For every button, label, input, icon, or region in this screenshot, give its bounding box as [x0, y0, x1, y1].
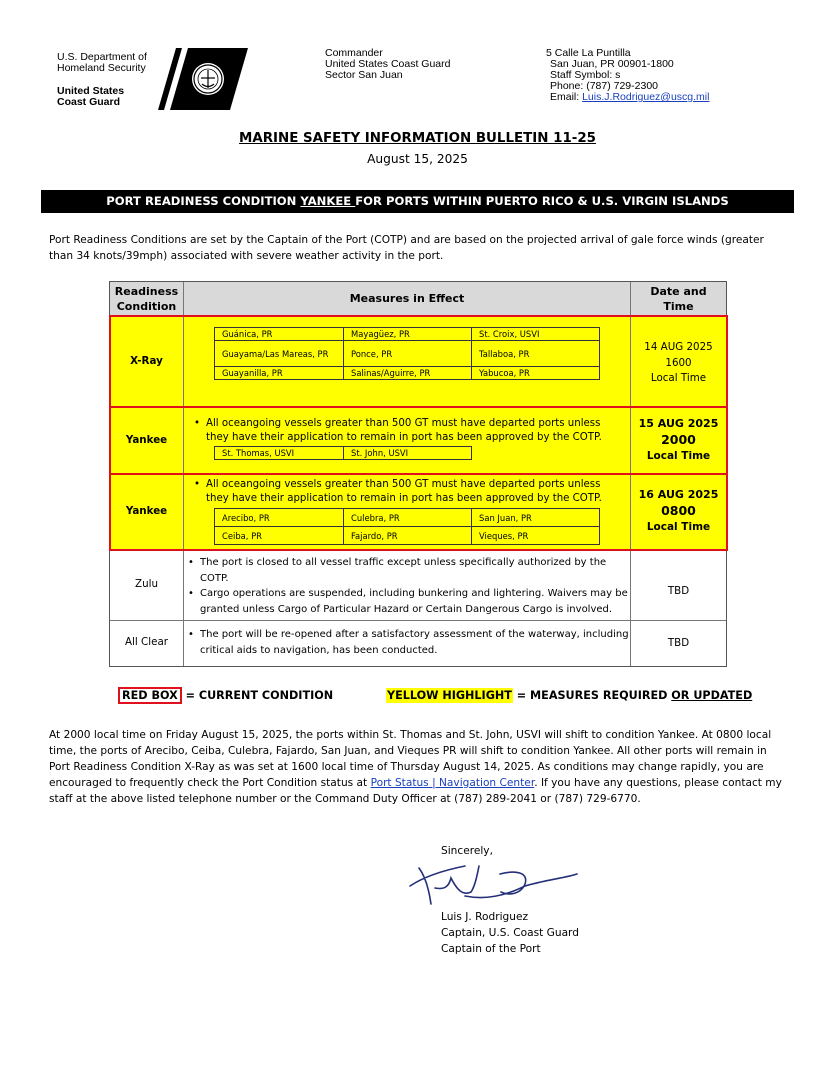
port-cell: Yabucoa, PR	[472, 367, 600, 380]
current-condition-box-yankee2	[109, 473, 728, 551]
yankee2-date-value: 16 AUG 2025	[638, 488, 719, 501]
email-label: Email:	[550, 91, 583, 103]
zulu-measures	[186, 555, 630, 617]
email-link[interactable]: Luis.J.Rodriguez@uscg.mil	[582, 91, 710, 103]
banner-post: FOR PORTS WITHIN PUERTO RICO & U.S. VIRGIN ISLANDS	[355, 194, 729, 208]
current-condition-box-yankee1	[109, 406, 728, 475]
address-line-2: San Juan, PR 00901-1800	[550, 58, 674, 70]
yankee1-tz: Local Time	[646, 450, 711, 462]
port-cell: Ceiba, PR	[215, 527, 344, 545]
bulletin-title: MARINE SAFETY INFORMATION BULLETIN 11-25	[239, 131, 596, 146]
coast-guard-emblem-icon	[158, 48, 248, 110]
address-line-1: 5 Calle La Puntilla	[546, 47, 631, 59]
xray-date-value: 14 AUG 2025	[644, 341, 713, 353]
legend-yellow-label: YELLOW HIGHLIGHT	[387, 689, 512, 702]
row-line-5	[110, 620, 726, 621]
port-status-link[interactable]: Port Status | Navigation Center	[370, 777, 535, 789]
zulu-measure-2: • Cargo operations are suspended, including bunkering and lightering. Waivers may be granted unless Cargo of Particular Hazard or Certain Dangerous Cargo is involved.	[186, 586, 630, 617]
header-date-1: Date and	[650, 285, 707, 298]
command-block	[325, 48, 450, 81]
intro-paragraph: Port Readiness Conditions are set by the Captain of the Port (COTP) and are based on the projected arrival of gale force winds (greater than 34 knots/39mph) associated with severe weather activity in the port.	[49, 234, 764, 262]
allclear-measures	[186, 627, 630, 658]
port-cell: Guayama/Las Mareas, PR	[215, 341, 344, 367]
xray-time-value: 1600	[665, 356, 692, 369]
allclear-measure: • The port will be re-opened after a satisfactory assessment of the waterway, including critical aids to navigation, has been conducted.	[186, 627, 630, 658]
yankee1-measure: • All oceangoing vessels greater than 500 GT must have departed ports unless they have their application to remain in port has been approved by the COTP.	[192, 417, 626, 445]
port-cell: Fajardo, PR	[344, 527, 472, 545]
legend-yellow	[386, 688, 752, 704]
paragraph-text-1: At 2000 local time on Friday August 15, 2025, the ports within St. Thomas and St. John, USVI will shift to condition Yankee. At 0800 local time, the ports of Arecibo, Ceiba, Culebra, Fajardo, San Juan, and Vieques PR will shift to condition Yankee. All other ports will remain in Port Readiness Condition X-Ray as was set at 1600 local time of Thursday August 14, 2025. As conditions may change rapidly, you are encouraged to frequently check the Port Condition status at	[49, 729, 772, 789]
condition-banner	[41, 190, 794, 213]
dept-name	[57, 52, 147, 74]
legend-red-label: RED BOX	[118, 687, 182, 704]
uscg-name	[57, 86, 124, 108]
address-block	[546, 48, 709, 103]
signatory-title-1: Captain, U.S. Coast Guard	[441, 927, 579, 939]
yankee2-tz: Local Time	[646, 521, 711, 533]
signatory-name: Luis J. Rodriguez	[441, 911, 529, 923]
port-cell: St. Thomas, USVI	[215, 447, 344, 460]
staff-symbol: Staff Symbol: s	[550, 69, 621, 81]
port-cell: St. John, USVI	[344, 447, 472, 460]
header-measures: Measures in Effect	[349, 292, 465, 305]
yankee2-measure: • All oceangoing vessels greater than 500 GT must have departed ports unless they have their application to remain in port has been approved by the COTP.	[192, 478, 626, 506]
port-cell: Culebra, PR	[344, 509, 472, 527]
port-cell: Guayanilla, PR	[215, 367, 344, 380]
port-cell: Guánica, PR	[215, 328, 344, 341]
command-line-2: United States Coast Guard	[325, 58, 451, 70]
legend-yellow-underlined: OR UPDATED	[671, 689, 753, 702]
header-condition	[110, 284, 183, 314]
banner-condition: YANKEE	[300, 194, 356, 208]
uscg-line-2: Coast Guard	[57, 96, 121, 108]
header-condition-2: Condition	[116, 300, 177, 313]
allclear-date: TBD	[667, 637, 690, 649]
legend-red	[118, 688, 333, 704]
zulu-measure-1: • The port is closed to all vessel traffic except unless specifically authorized by the COTP.	[186, 555, 630, 586]
yankee1-condition: Yankee	[125, 434, 168, 446]
paragraph-text-2: . If you have any questions, please contact my staff at the above listed telephone number or the Command Duty Officer at (787) 289-2041 or (787) 729-6770.	[49, 777, 782, 805]
port-cell: Salinas/Aguirre, PR	[344, 367, 472, 380]
xray-tz: Local Time	[650, 372, 707, 384]
signatory-title-2: Captain of the Port	[441, 943, 541, 955]
command-line-1: Commander	[325, 47, 383, 59]
current-condition-box-xray	[109, 315, 728, 408]
yankee2-time-value: 0800	[661, 503, 696, 518]
yankee1-date-value: 15 AUG 2025	[638, 417, 719, 430]
uscg-line-1: United States	[57, 85, 125, 97]
port-cell: Mayagüez, PR	[344, 328, 472, 341]
yankee2-condition: Yankee	[125, 505, 168, 517]
port-cell: Vieques, PR	[472, 527, 600, 545]
zulu-date: TBD	[667, 585, 690, 597]
legend-red-text: = CURRENT CONDITION	[181, 689, 334, 702]
dept-line-2: Homeland Security	[57, 62, 146, 74]
zulu-condition: Zulu	[135, 578, 158, 590]
command-line-3: Sector San Juan	[325, 69, 403, 81]
signatory	[441, 909, 579, 957]
phone: Phone: (787) 729-2300	[550, 80, 658, 92]
header-date-2: Time	[663, 300, 694, 313]
port-cell: St. Croix, USVI	[472, 328, 600, 341]
port-cell: Ponce, PR	[344, 341, 472, 367]
banner-pre: PORT READINESS CONDITION	[106, 194, 301, 208]
port-cell: San Juan, PR	[472, 509, 600, 527]
main-paragraph	[49, 727, 782, 807]
header-condition-1: Readiness	[114, 285, 179, 298]
bulletin-date: August 15, 2025	[367, 152, 468, 166]
closing: Sincerely,	[441, 845, 493, 857]
legend-yellow-text: = MEASURES REQUIRED	[512, 689, 672, 702]
signature-icon	[405, 856, 585, 912]
email-line	[546, 92, 709, 103]
yankee1-time-value: 2000	[661, 432, 696, 447]
header-date	[631, 284, 726, 314]
port-cell: Arecibo, PR	[215, 509, 344, 527]
xray-condition: X-Ray	[130, 355, 163, 367]
port-cell: Tallaboa, PR	[472, 341, 600, 367]
dept-line-1: U.S. Department of	[57, 51, 147, 63]
allclear-condition: All Clear	[125, 636, 168, 648]
